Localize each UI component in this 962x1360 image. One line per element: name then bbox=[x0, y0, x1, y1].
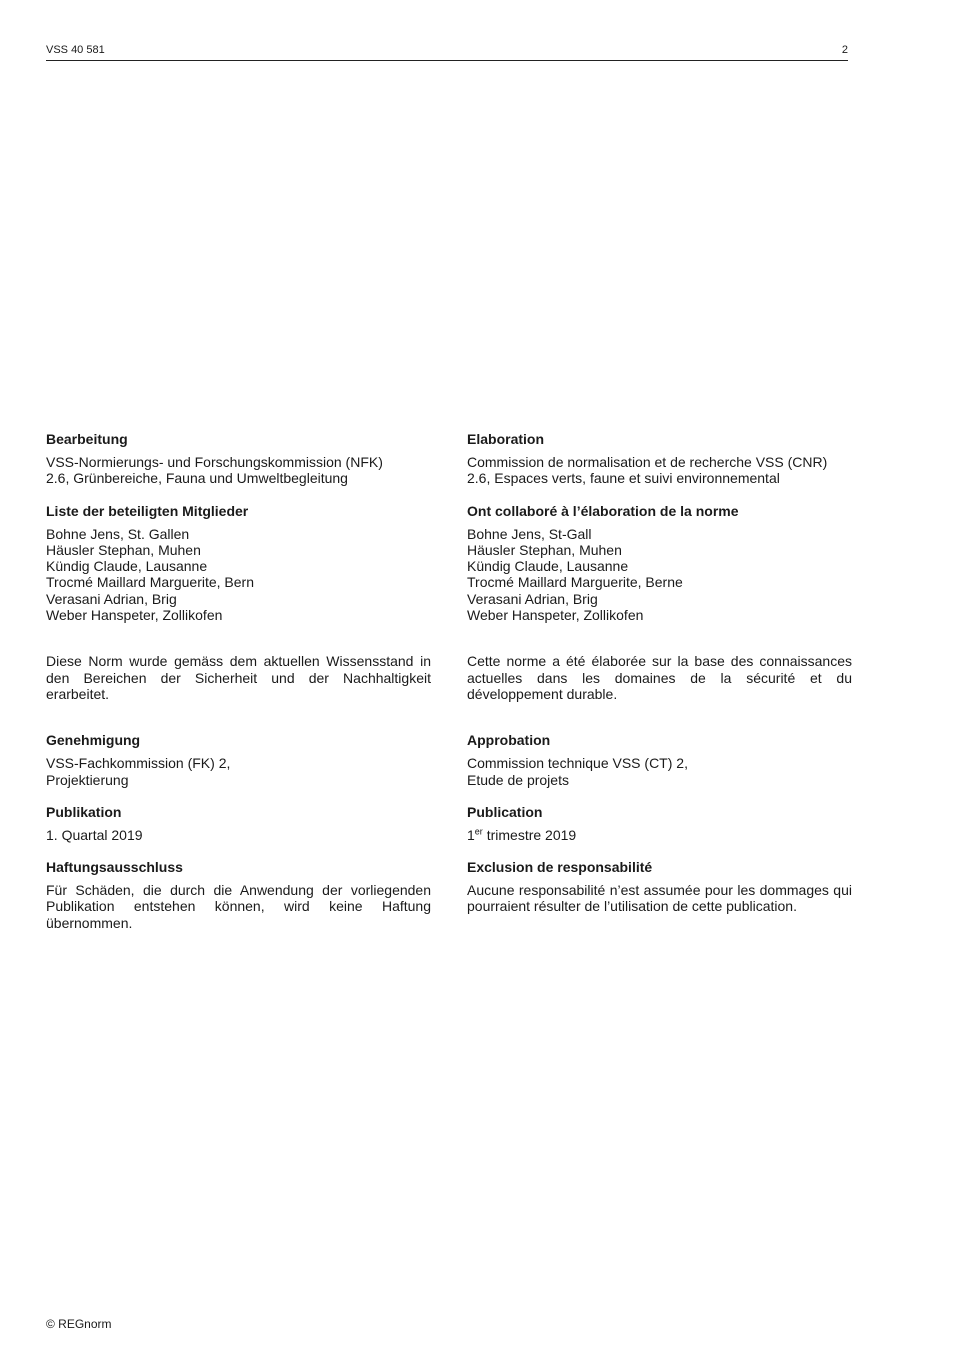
publication-date-fr bbox=[467, 827, 852, 843]
member-item: Verasani Adrian, Brig bbox=[46, 590, 177, 607]
members-heading-fr: Ont collaboré à l’élaboration de la norme bbox=[467, 502, 739, 519]
german-column bbox=[46, 431, 431, 931]
approval-line-2-de: Projektierung bbox=[46, 771, 129, 788]
member-item: Trocmé Maillard Marguerite, Bern bbox=[46, 574, 254, 591]
member-item: Weber Hanspeter, Zollikofen bbox=[467, 607, 644, 624]
bearbeitung-line-2: 2.6, Grünbereiche, Fauna und Umweltbegleitung bbox=[46, 470, 348, 487]
approval-section-de bbox=[46, 732, 431, 788]
elaboration-line-2: 2.6, Espaces verts, faune et suivi environnemental bbox=[467, 470, 780, 487]
publication-superscript-fr: er bbox=[474, 826, 483, 837]
member-item: Kündig Claude, Lausanne bbox=[46, 558, 208, 575]
publication-section-de bbox=[46, 804, 431, 843]
disclaimer-text-de: Für Schäden, die durch die Anwendung der vorliegenden Publikation entstehen können, wird keine Haftung übernommen. bbox=[46, 882, 431, 931]
members-section-de bbox=[46, 503, 431, 624]
approval-heading-fr: Approbation bbox=[467, 732, 551, 749]
disclaimer-text-fr: Aucune responsabilité n’est assumée pour les dommages qui pourraient résulter de l’utilisation de cette publication. bbox=[467, 882, 852, 915]
publication-heading-de: Publikation bbox=[46, 803, 122, 820]
approval-line-2-fr: Etude de projets bbox=[467, 771, 569, 788]
member-item: Bohne Jens, St. Gallen bbox=[46, 525, 190, 542]
member-item: Kündig Claude, Lausanne bbox=[467, 558, 629, 575]
copyright-footer: © REGnorm bbox=[46, 1317, 112, 1331]
knowledge-paragraph-de: Diese Norm wurde gemäss dem aktuellen Wissensstand in den Bereichen der Sicherheit und der Nachhaltigkeit erarbeitet. bbox=[46, 653, 431, 702]
members-heading-de: Liste der beteiligten Mitglieder bbox=[46, 502, 249, 519]
member-item: Bohne Jens, St-Gall bbox=[467, 525, 592, 542]
elaboration-section bbox=[467, 431, 852, 487]
publication-section-fr bbox=[467, 804, 852, 843]
member-item: Verasani Adrian, Brig bbox=[467, 590, 598, 607]
approval-heading-de: Genehmigung bbox=[46, 732, 141, 749]
approval-line-1-de: VSS-Fachkommission (FK) 2, bbox=[46, 755, 231, 772]
member-item: Trocmé Maillard Marguerite, Berne bbox=[467, 574, 683, 591]
approval-section-fr bbox=[467, 732, 852, 788]
publication-date-de: 1. Quartal 2019 bbox=[46, 826, 143, 843]
members-section-fr bbox=[467, 503, 852, 624]
bearbeitung-heading: Bearbeitung bbox=[46, 431, 128, 447]
document-id: VSS 40 581 bbox=[46, 44, 105, 56]
french-column bbox=[467, 431, 852, 915]
publication-heading-fr: Publication bbox=[467, 803, 543, 820]
elaboration-line-1: Commission de normalisation et de recherche VSS (CNR) bbox=[467, 454, 828, 470]
approval-line-1-fr: Commission technique VSS (CT) 2, bbox=[467, 755, 688, 772]
bearbeitung-line-1: VSS-Normierungs- und Forschungskommission (NFK) bbox=[46, 454, 383, 470]
page-number: 2 bbox=[841, 44, 848, 56]
member-item: Häusler Stephan, Muhen bbox=[467, 541, 622, 558]
disclaimer-heading-fr: Exclusion de responsabilité bbox=[467, 859, 653, 876]
member-item: Häusler Stephan, Muhen bbox=[46, 541, 201, 558]
elaboration-heading: Elaboration bbox=[467, 431, 545, 447]
page-header bbox=[46, 44, 848, 61]
publication-number-fr: 1 bbox=[467, 826, 475, 843]
member-item: Weber Hanspeter, Zollikofen bbox=[46, 607, 223, 624]
bearbeitung-section bbox=[46, 431, 431, 487]
knowledge-paragraph-fr: Cette norme a été élaborée sur la base des connaissances actuelles dans les domaines de la sécurité et du développement durable. bbox=[467, 653, 852, 702]
disclaimer-section-fr bbox=[467, 859, 852, 915]
publication-rest-fr: trimestre 2019 bbox=[482, 826, 577, 843]
disclaimer-heading-de: Haftungsausschluss bbox=[46, 859, 183, 876]
disclaimer-section-de bbox=[46, 859, 431, 931]
